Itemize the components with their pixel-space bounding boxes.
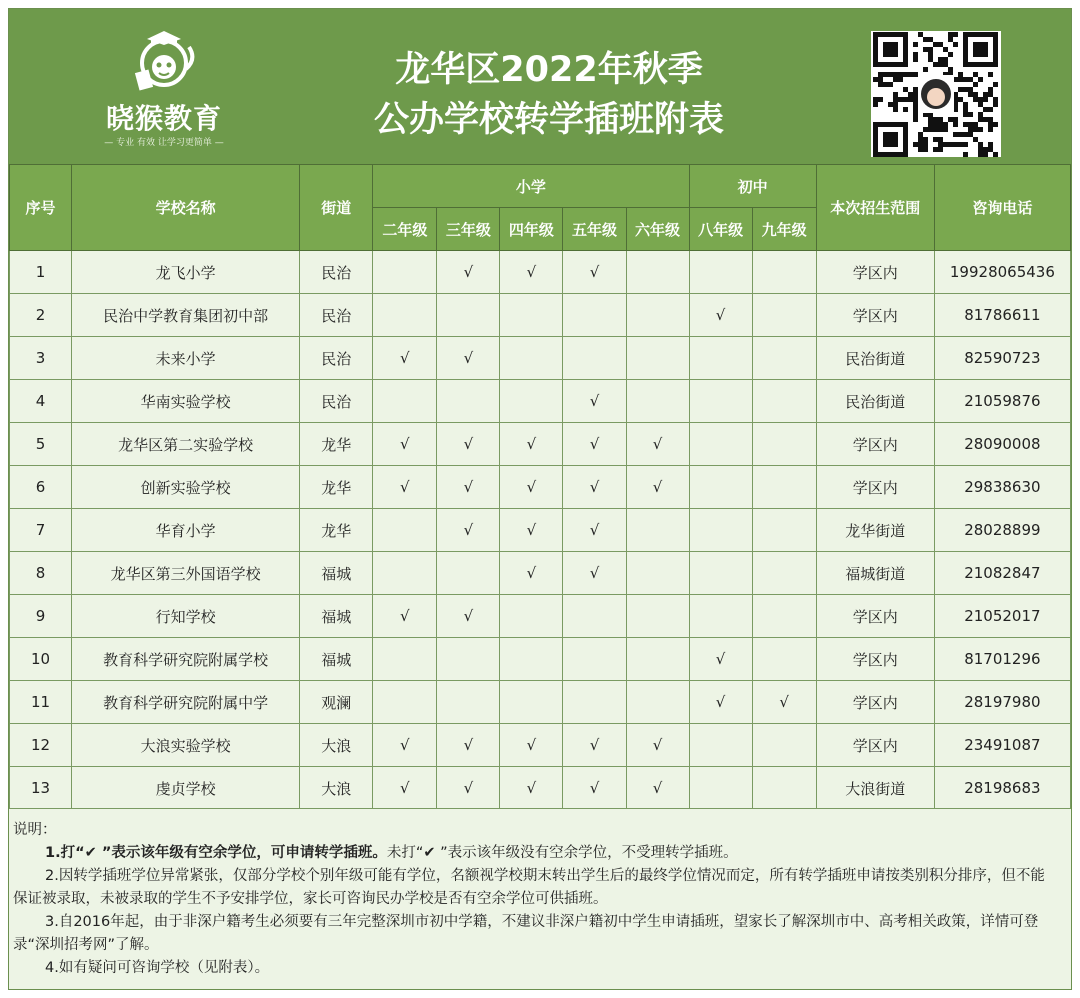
row-index: 2 — [10, 294, 72, 337]
grade-empty-cell — [752, 509, 816, 552]
header-grade: 八年级 — [689, 208, 752, 251]
grade-empty-cell — [437, 552, 500, 595]
grade-check-mark: √ — [500, 552, 563, 595]
row-scope: 福城街道 — [816, 552, 934, 595]
table-row — [10, 294, 1071, 337]
row-scope: 龙华街道 — [816, 509, 934, 552]
table-row — [10, 509, 1071, 552]
brand-name: 晓猴教育 — [105, 102, 222, 135]
table-row — [10, 466, 1071, 509]
table-row — [10, 423, 1071, 466]
notes-heading: 说明： — [13, 822, 57, 838]
row-school-name: 大浪实验学校 — [72, 724, 300, 767]
table-row — [10, 681, 1071, 724]
grade-check-mark: √ — [563, 380, 626, 423]
row-scope: 学区内 — [816, 724, 934, 767]
row-school-name: 龙华区第三外国语学校 — [72, 552, 300, 595]
grade-empty-cell — [626, 251, 689, 294]
row-index: 11 — [10, 681, 72, 724]
grade-check-mark: √ — [437, 337, 500, 380]
grade-check-mark: √ — [373, 767, 437, 810]
row-street: 福城 — [300, 595, 373, 638]
grade-empty-cell — [752, 552, 816, 595]
title-line-2: 公办学校转学插班附表 — [373, 100, 724, 140]
grade-check-mark: √ — [689, 294, 752, 337]
table-row — [10, 638, 1071, 681]
header-grade: 六年级 — [626, 208, 689, 251]
note-3: 3.自2016年起，由于非深户籍考生必须要有三年完整深圳市初中学籍，不建议非深户籍初中学生申请插班，望家长了解深圳市中、高考相关政策，详情可登录“深圳招考网”了解。 — [13, 914, 1039, 953]
grade-empty-cell — [500, 638, 563, 681]
brand-logo — [94, 29, 234, 149]
grade-check-mark: √ — [437, 724, 500, 767]
grade-empty-cell — [500, 294, 563, 337]
grade-empty-cell — [752, 767, 816, 810]
notes-section — [9, 808, 1071, 989]
title-line-1: 龙华区2022年秋季 — [395, 50, 703, 90]
row-street: 龙华 — [300, 509, 373, 552]
grade-check-mark: √ — [437, 466, 500, 509]
row-phone: 28198683 — [934, 767, 1070, 810]
grade-empty-cell — [752, 380, 816, 423]
grade-empty-cell — [626, 638, 689, 681]
row-scope: 学区内 — [816, 681, 934, 724]
note-1 — [13, 842, 1059, 865]
grade-check-mark: √ — [563, 767, 626, 810]
row-street: 民治 — [300, 380, 373, 423]
row-street: 福城 — [300, 552, 373, 595]
header-street: 街道 — [300, 165, 373, 251]
note-4: 4.如有疑问可咨询学校（见附表）。 — [45, 960, 270, 976]
header-grade: 五年级 — [563, 208, 626, 251]
row-school-name: 龙华区第二实验学校 — [72, 423, 300, 466]
grade-check-mark: √ — [500, 509, 563, 552]
grade-empty-cell — [689, 767, 752, 810]
qr-code-icon — [871, 31, 1001, 157]
grade-check-mark: √ — [437, 595, 500, 638]
grade-empty-cell — [626, 509, 689, 552]
row-street: 民治 — [300, 251, 373, 294]
grade-check-mark: √ — [437, 509, 500, 552]
grade-check-mark: √ — [563, 509, 626, 552]
grade-check-mark: √ — [373, 466, 437, 509]
monkey-mascot-icon — [129, 29, 199, 99]
grade-empty-cell — [500, 595, 563, 638]
grade-empty-cell — [752, 251, 816, 294]
grade-empty-cell — [563, 638, 626, 681]
table-row — [10, 251, 1071, 294]
grade-check-mark: √ — [373, 595, 437, 638]
grade-empty-cell — [752, 337, 816, 380]
header-school: 学校名称 — [72, 165, 300, 251]
table-row — [10, 724, 1071, 767]
row-scope: 学区内 — [816, 595, 934, 638]
grade-empty-cell — [752, 294, 816, 337]
row-phone: 19928065436 — [934, 251, 1070, 294]
row-school-name: 创新实验学校 — [72, 466, 300, 509]
header-grade: 九年级 — [752, 208, 816, 251]
row-school-name: 民治中学教育集团初中部 — [72, 294, 300, 337]
grade-empty-cell — [689, 466, 752, 509]
grade-check-mark: √ — [689, 681, 752, 724]
grade-check-mark: √ — [437, 767, 500, 810]
grade-empty-cell — [373, 380, 437, 423]
grade-empty-cell — [373, 552, 437, 595]
note-1-bold: 1.打“✔ ”表示该年级有空余学位，可申请转学插班。 — [45, 845, 387, 861]
grade-empty-cell — [373, 294, 437, 337]
grade-empty-cell — [689, 509, 752, 552]
grade-check-mark: √ — [626, 724, 689, 767]
page-title — [309, 45, 789, 145]
table-row — [10, 337, 1071, 380]
grade-check-mark: √ — [626, 767, 689, 810]
row-index: 4 — [10, 380, 72, 423]
header-junior-group: 初中 — [689, 165, 816, 208]
row-phone: 23491087 — [934, 724, 1070, 767]
row-scope: 学区内 — [816, 638, 934, 681]
row-school-name: 行知学校 — [72, 595, 300, 638]
header-banner — [9, 9, 1071, 164]
grade-empty-cell — [437, 380, 500, 423]
grade-empty-cell — [500, 337, 563, 380]
row-index: 6 — [10, 466, 72, 509]
grade-empty-cell — [752, 724, 816, 767]
row-phone: 81701296 — [934, 638, 1070, 681]
grade-check-mark: √ — [437, 423, 500, 466]
grade-empty-cell — [500, 681, 563, 724]
grade-empty-cell — [626, 337, 689, 380]
transfer-table — [9, 164, 1071, 810]
grade-empty-cell — [689, 251, 752, 294]
row-index: 3 — [10, 337, 72, 380]
grade-check-mark: √ — [563, 251, 626, 294]
brand-slogan: — 专业 有效 让学习更简单 — — [104, 138, 224, 148]
grade-empty-cell — [563, 294, 626, 337]
grade-check-mark: √ — [437, 251, 500, 294]
row-street: 民治 — [300, 294, 373, 337]
grade-check-mark: √ — [500, 466, 563, 509]
grade-empty-cell — [689, 552, 752, 595]
row-scope: 大浪街道 — [816, 767, 934, 810]
row-index: 10 — [10, 638, 72, 681]
grade-empty-cell — [752, 423, 816, 466]
grade-empty-cell — [373, 509, 437, 552]
row-scope: 民治街道 — [816, 337, 934, 380]
grade-empty-cell — [500, 380, 563, 423]
row-phone: 21082847 — [934, 552, 1070, 595]
row-phone: 21059876 — [934, 380, 1070, 423]
grade-check-mark: √ — [563, 552, 626, 595]
header-primary-group: 小学 — [373, 165, 689, 208]
row-school-name: 华育小学 — [72, 509, 300, 552]
grade-check-mark: √ — [752, 681, 816, 724]
header-grade: 三年级 — [437, 208, 500, 251]
row-index: 13 — [10, 767, 72, 810]
table-header-row — [10, 165, 1071, 208]
grade-empty-cell — [563, 337, 626, 380]
grade-check-mark: √ — [626, 423, 689, 466]
row-index: 9 — [10, 595, 72, 638]
row-street: 观澜 — [300, 681, 373, 724]
grade-empty-cell — [626, 595, 689, 638]
grade-empty-cell — [689, 595, 752, 638]
header-grade: 二年级 — [373, 208, 437, 251]
row-phone: 82590723 — [934, 337, 1070, 380]
table-row — [10, 552, 1071, 595]
row-school-name: 教育科学研究院附属中学 — [72, 681, 300, 724]
grade-empty-cell — [689, 380, 752, 423]
table-row — [10, 767, 1071, 810]
row-phone: 28028899 — [934, 509, 1070, 552]
row-phone: 81786611 — [934, 294, 1070, 337]
row-scope: 学区内 — [816, 423, 934, 466]
grade-empty-cell — [752, 466, 816, 509]
header-grade: 四年级 — [500, 208, 563, 251]
row-scope: 学区内 — [816, 466, 934, 509]
table-row — [10, 595, 1071, 638]
row-street: 大浪 — [300, 724, 373, 767]
grade-empty-cell — [626, 294, 689, 337]
grade-empty-cell — [626, 552, 689, 595]
grade-empty-cell — [752, 638, 816, 681]
note-2: 2.因转学插班学位异常紧张，仅部分学校个别年级可能有学位，名额视学校期末转出学生后的最终学位情况而定，所有转学插班申请按类别积分排序，但不能保证被录取，未被录取的学生不予安排学位，家长可咨询民办学校是否有空余学位可供插班。 — [13, 868, 1045, 907]
grade-empty-cell — [689, 337, 752, 380]
grade-check-mark: √ — [373, 724, 437, 767]
row-school-name: 华南实验学校 — [72, 380, 300, 423]
grade-empty-cell — [373, 638, 437, 681]
row-school-name: 龙飞小学 — [72, 251, 300, 294]
row-street: 福城 — [300, 638, 373, 681]
row-school-name: 虔贞学校 — [72, 767, 300, 810]
grade-check-mark: √ — [373, 423, 437, 466]
grade-check-mark: √ — [563, 423, 626, 466]
grade-check-mark: √ — [373, 337, 437, 380]
header-phone: 咨询电话 — [934, 165, 1070, 251]
grade-check-mark: √ — [626, 466, 689, 509]
grade-empty-cell — [752, 595, 816, 638]
grade-check-mark: √ — [500, 423, 563, 466]
grade-check-mark: √ — [563, 466, 626, 509]
row-index: 1 — [10, 251, 72, 294]
table-row — [10, 380, 1071, 423]
grade-empty-cell — [689, 423, 752, 466]
row-scope: 民治街道 — [816, 380, 934, 423]
row-scope: 学区内 — [816, 294, 934, 337]
row-street: 大浪 — [300, 767, 373, 810]
grade-empty-cell — [563, 595, 626, 638]
row-street: 民治 — [300, 337, 373, 380]
grade-check-mark: √ — [500, 251, 563, 294]
grade-check-mark: √ — [689, 638, 752, 681]
row-index: 5 — [10, 423, 72, 466]
row-school-name: 教育科学研究院附属学校 — [72, 638, 300, 681]
row-street: 龙华 — [300, 466, 373, 509]
header-scope: 本次招生范围 — [816, 165, 934, 251]
row-index: 8 — [10, 552, 72, 595]
note-1-rest: 未打“✔ ”表示该年级没有空余学位，不受理转学插班。 — [386, 845, 738, 861]
grade-empty-cell — [689, 724, 752, 767]
grade-empty-cell — [626, 681, 689, 724]
grade-empty-cell — [626, 380, 689, 423]
grade-empty-cell — [373, 251, 437, 294]
grade-empty-cell — [437, 681, 500, 724]
row-phone: 28090008 — [934, 423, 1070, 466]
row-phone: 21052017 — [934, 595, 1070, 638]
grade-check-mark: √ — [500, 767, 563, 810]
row-school-name: 未来小学 — [72, 337, 300, 380]
grade-check-mark: √ — [563, 724, 626, 767]
row-index: 7 — [10, 509, 72, 552]
row-scope: 学区内 — [816, 251, 934, 294]
grade-empty-cell — [437, 638, 500, 681]
grade-check-mark: √ — [500, 724, 563, 767]
grade-empty-cell — [563, 681, 626, 724]
table-body — [10, 251, 1071, 810]
row-phone: 28197980 — [934, 681, 1070, 724]
header-index: 序号 — [10, 165, 72, 251]
row-phone: 29838630 — [934, 466, 1070, 509]
row-index: 12 — [10, 724, 72, 767]
grade-empty-cell — [373, 681, 437, 724]
row-street: 龙华 — [300, 423, 373, 466]
grade-empty-cell — [437, 294, 500, 337]
